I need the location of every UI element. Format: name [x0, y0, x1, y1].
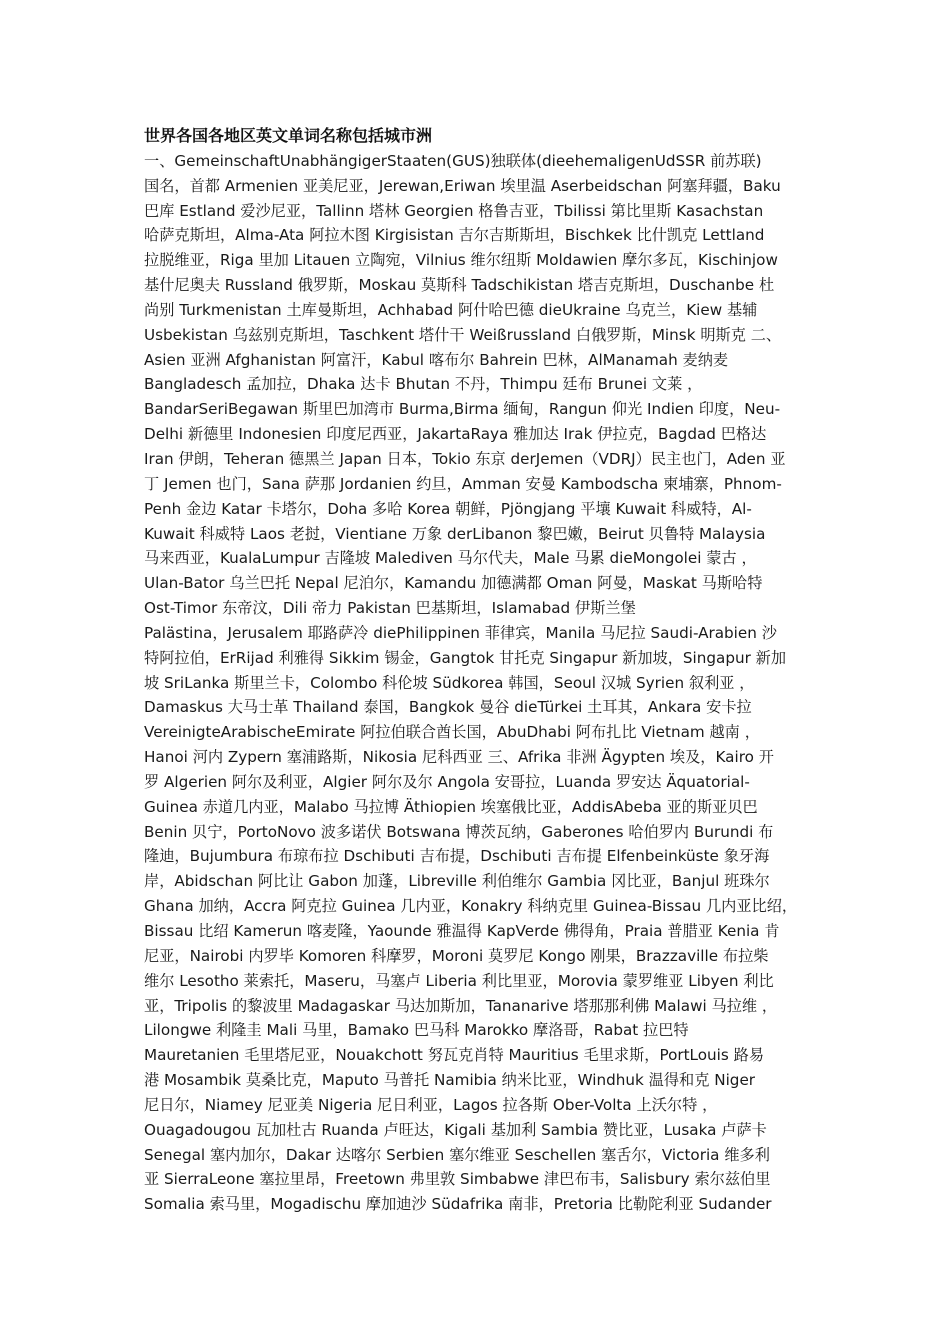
- text-line: Asien 亚洲 Afghanistan 阿富汗，Kabul 喀布尔 Bahrein 巴林，AlManamah 麦纳麦: [144, 350, 729, 369]
- text-line: Guinea 赤道几内亚，Malabo 马拉博 Äthiopien 埃塞俄比亚，AddisAbeba 亚的斯亚贝巴: [144, 797, 758, 816]
- text-line: Penh 金边 Katar 卡塔尔，Doha 多哈 Korea 朝鲜，Pjöngjang 平壤 Kuwait 科威特，Al-: [144, 499, 752, 518]
- text-line: 亚，Tripolis 的黎波里 Madagaskar 马达加斯加，Tananarive 塔那那利佛 Malawi 马拉维 ，: [144, 996, 778, 1015]
- text-line: Kuwait 科威特 Laos 老挝，Vientiane 万象 derLibanon 黎巴嫩，Beirut 贝鲁特 Malaysia: [144, 524, 766, 543]
- text-line: Ulan-Bator 乌兰巴托 Nepal 尼泊尔，Kamandu 加德满都 Oman 阿曼，Maskat 马斯哈特: [144, 574, 763, 593]
- text-line: Ghana 加纳，Accra 阿克拉 Guinea 几内亚，Konakry 科纳克里 Guinea-Bissau 几内亚比绍，: [144, 897, 798, 916]
- text-line: Ost-Timor 东帝汶，Dili 帝力 Pakistan 巴基斯坦，Islamabad 伊斯兰堡: [144, 599, 636, 618]
- text-line: Palästina，Jerusalem 耶路萨冷 diePhilippinen 菲律宾，Manila 马尼拉 Saudi-Arabien 沙: [144, 623, 777, 642]
- text-line: 哈萨克斯坦，Alma-Ata 阿拉木图 Kirgisistan 吉尔吉斯斯坦，Bischkek 比什凯克 Lettland: [144, 226, 765, 245]
- text-line: 坡 SriLanka 斯里兰卡，Colombo 科伦坡 Südkorea 韩国，Seoul 汉城 Syrien 叙利亚 ，: [144, 673, 755, 692]
- document-title: 世界各国各地区英文单词名称包括城市洲: [144, 126, 433, 145]
- text-line: 维尔 Lesotho 莱索托，Maseru，马塞卢 Liberia 利比里亚，Morovia 蒙罗维亚 Libyen 利比: [144, 971, 774, 990]
- text-line: 特阿拉伯，ErRijad 利雅得 Sikkim 锡金，Gangtok 甘托克 Singapur 新加坡，Singapur 新加: [144, 648, 787, 667]
- text-line: Benin 贝宁，PortoNovo 波多诺伏 Botswana 博茨瓦纳，Gaberones 哈伯罗内 Burundi 布: [144, 822, 774, 841]
- text-line: 尼日尔，Niamey 尼亚美 Nigeria 尼日利亚，Lagos 拉各斯 Ober-Volta 上沃尔特 ，: [144, 1095, 718, 1114]
- text-line: 港 Mosambik 莫桑比克，Maputo 马普托 Namibia 纳米比亚，Windhuk 温得和克 Niger: [144, 1071, 756, 1090]
- text-line: Senegal 塞内加尔，Dakar 达喀尔 Serbien 塞尔维亚 Seschellen 塞舌尔，Victoria 维多利: [144, 1145, 770, 1164]
- text-line: Bangladesch 孟加拉，Dhaka 达卡 Bhutan 不丹，Thimpu 廷布 Brunei 文莱 ，: [144, 375, 703, 394]
- text-line: 隆迪，Bujumbura 布琼布拉 Dschibuti 吉布提，Dschibuti 吉布提 Elfenbeinküste 象牙海: [144, 847, 770, 866]
- text-line: Lilongwe 利隆圭 Mali 马里，Bamako 巴马科 Marokko 摩洛哥，Rabat 拉巴特: [144, 1021, 689, 1040]
- text-line: Usbekistan 乌兹别克斯坦，Taschkent 塔什干 Weißrussland 白俄罗斯，Minsk 明斯克 二、: [144, 325, 782, 344]
- text-line: 丁 Jemen 也门，Sana 萨那 Jordanien 约旦，Amman 安曼 Kambodscha 柬埔寨，Phnom-: [144, 474, 782, 493]
- text-line: Ouagadougou 瓦加杜古 Ruanda 卢旺达，Kigali 基加利 Sambia 赞比亚，Lusaka 卢萨卡: [144, 1120, 767, 1139]
- text-line: 国名，首都 Armenien 亚美尼亚，Jerewan,Eriwan 埃里温 Aserbeidschan 阿塞拜疆，Baku: [144, 176, 781, 195]
- text-line: Somalia 索马里，Mogadischu 摩加迪沙 Südafrika 南非，Pretoria 比勒陀利亚 Sudander: [144, 1195, 772, 1214]
- text-line: Hanoi 河内 Zypern 塞浦路斯，Nikosia 尼科西亚 三、Afrika 非洲 Ägypten 埃及，Kairo 开: [144, 748, 774, 767]
- text-line: 亚 SierraLeone 塞拉里昂，Freetown 弗里敦 Simbabwe 津巴布韦，Salisbury 索尔兹伯里: [144, 1170, 771, 1189]
- document-body: [144, 124, 814, 1217]
- text-line: 基什尼奥夫 Russland 俄罗斯，Moskau 莫斯科 Tadschikistan 塔吉克斯坦，Duschanbe 杜: [144, 276, 775, 295]
- text-line: Delhi 新德里 Indonesien 印度尼西亚，JakartaRaya 雅加达 Irak 伊拉克，Bagdad 巴格达: [144, 425, 767, 444]
- text-line: Bissau 比绍 Kamerun 喀麦隆，Yaounde 雅温得 KapVerde 佛得角，Praia 普腊亚 Kenia 肯: [144, 922, 780, 940]
- text-line: VereinigteArabischeEmirate 阿拉伯联合酋长国，AbuDhabi 阿布扎比 Vietnam 越南 ，: [144, 723, 760, 742]
- text-line: Damaskus 大马士革 Thailand 泰国，Bangkok 曼谷 dieTürkei 土耳其，Ankara 安卡拉: [144, 698, 752, 717]
- text-line: 巴库 Estland 爱沙尼亚，Tallinn 塔林 Georgien 格鲁吉亚，Tbilissi 第比里斯 Kasachstan: [144, 201, 764, 220]
- document-text: [144, 149, 814, 1217]
- text-line: BandarSeriBegawan 斯里巴加湾市 Burma,Birma 缅甸，Rangun 仰光 Indien 印度，Neu-: [144, 400, 781, 419]
- text-line: 尚别 Turkmenistan 土库曼斯坦，Achhabad 阿什哈巴德 dieUkraine 乌克兰，Kiew 基辅: [144, 300, 758, 319]
- text-line: 岸，Abidschan 阿比让 Gabon 加蓬，Libreville 利伯维尔 Gambia 冈比亚，Banjul 班珠尔: [144, 872, 770, 891]
- text-line: 尼亚，Nairobi 内罗毕 Komoren 科摩罗，Moroni 莫罗尼 Kongo 刚果，Brazzaville 布拉柴: [144, 946, 769, 965]
- text-line: 拉脱维亚，Riga 里加 Litauen 立陶宛，Vilnius 维尔纽斯 Moldawien 摩尔多瓦，Kischinjow: [144, 251, 778, 270]
- text-line: 一、GemeinschaftUnabhängigerStaaten(GUS)独联体(dieehemaligenUdSSR 前苏联): [144, 151, 762, 170]
- text-line: Iran 伊朗，Teheran 德黑兰 Japan 日本，Tokio 东京 derJemen（VDRJ）民主也门，Aden 亚: [144, 449, 786, 468]
- text-line: 罗 Algerien 阿尔及利亚，Algier 阿尔及尔 Angola 安哥拉，Luanda 罗安达 Äquatorial-: [144, 772, 750, 791]
- text-line: Mauretanien 毛里塔尼亚，Nouakchott 努瓦克肖特 Mauritius 毛里求斯，PortLouis 路易: [144, 1046, 765, 1065]
- text-line: 马来西亚，KualaLumpur 吉隆坡 Malediven 马尔代夫，Male 马累 dieMongolei 蒙古 ，: [144, 549, 757, 568]
